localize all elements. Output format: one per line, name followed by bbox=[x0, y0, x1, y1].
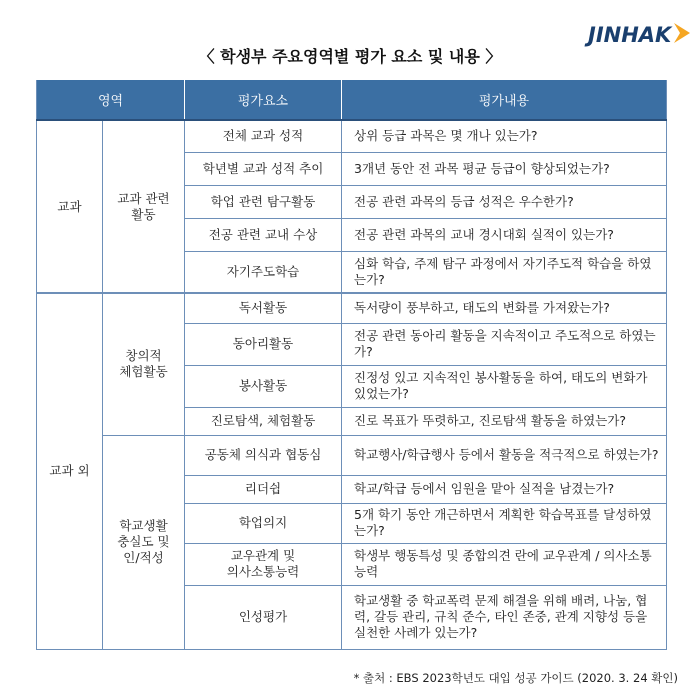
content-cell: 3개년 동안 전 과목 평균 등급이 향상되었는가? bbox=[342, 152, 667, 185]
element-cell: 학업 관련 탐구활동 bbox=[185, 185, 342, 218]
content-cell: 상위 등급 과목은 몇 개나 있는가? bbox=[342, 120, 667, 152]
logo-text: JINHAK bbox=[588, 23, 672, 47]
content-cell: 심화 학습, 주제 탐구 과정에서 자기주도적 학습을 하였는가? bbox=[342, 251, 667, 293]
content-cell: 전공 관련 과목의 교내 경시대회 실적이 있는가? bbox=[342, 218, 667, 251]
content-cell: 학교행사/학급행사 등에서 활동을 적극적으로 하였는가? bbox=[342, 435, 667, 475]
evaluation-table bbox=[36, 80, 667, 650]
content-cell: 학교/학급 등에서 임원을 맡아 실적을 남겼는가? bbox=[342, 475, 667, 503]
area-cell: 교과 외 bbox=[37, 293, 103, 649]
header-content: 평가내용 bbox=[342, 80, 667, 120]
page-title: 〈 학생부 주요영역별 평가 요소 및 내용 〉 bbox=[198, 47, 502, 66]
header-element: 평가요소 bbox=[185, 80, 342, 120]
content-cell: 진로 목표가 뚜렷하고, 진로탐색 활동을 하였는가? bbox=[342, 407, 667, 435]
subarea-cell: 창의적 체험활동 bbox=[103, 293, 185, 435]
content-cell: 학교생활 중 학교폭력 문제 해결을 위해 배려, 나눔, 협력, 갈등 관리, 규칙 준수, 타인 존중, 관계 지향성 등을 실천한 사례가 있는가? bbox=[342, 585, 667, 649]
area-cell: 교과 bbox=[37, 120, 103, 293]
table-row bbox=[37, 120, 667, 152]
table-row bbox=[37, 293, 667, 323]
element-cell: 공동체 의식과 협동심 bbox=[185, 435, 342, 475]
element-cell: 독서활동 bbox=[185, 293, 342, 323]
source-note: * 출처 : EBS 2023학년도 대입 성공 가이드 (2020. 3. 24 확인) bbox=[353, 671, 678, 685]
subarea-cell: 교과 관련 활동 bbox=[103, 120, 185, 293]
element-cell: 교우관계 및 의사소통능력 bbox=[185, 543, 342, 585]
element-cell: 동아리활동 bbox=[185, 323, 342, 365]
content-cell: 진정성 있고 지속적인 봉사활동을 하여, 태도의 변화가 있었는가? bbox=[342, 365, 667, 407]
content-cell: 독서량이 풍부하고, 태도의 변화를 가져왔는가? bbox=[342, 293, 667, 323]
element-cell: 전공 관련 교내 수상 bbox=[185, 218, 342, 251]
content-cell: 5개 학기 동안 개근하면서 계획한 학습목표를 달성하였는가? bbox=[342, 503, 667, 543]
element-cell: 인성평가 bbox=[185, 585, 342, 649]
header-area: 영역 bbox=[37, 80, 185, 120]
element-cell: 전체 교과 성적 bbox=[185, 120, 342, 152]
element-cell: 학업의지 bbox=[185, 503, 342, 543]
table-row bbox=[37, 435, 667, 475]
subarea-cell: 학교생활 충실도 및 인/적성 bbox=[103, 435, 185, 649]
table-header-row bbox=[37, 80, 667, 120]
content-cell: 전공 관련 동아리 활동을 지속적이고 주도적으로 하였는가? bbox=[342, 323, 667, 365]
element-cell: 학년별 교과 성적 추이 bbox=[185, 152, 342, 185]
element-cell: 리더쉽 bbox=[185, 475, 342, 503]
content-cell: 학생부 행동특성 및 종합의견 란에 교우관계 / 의사소통 능력 bbox=[342, 543, 667, 585]
element-cell: 진로탐색, 체험활동 bbox=[185, 407, 342, 435]
content-cell: 전공 관련 과목의 등급 성적은 우수한가? bbox=[342, 185, 667, 218]
element-cell: 자기주도학습 bbox=[185, 251, 342, 293]
element-cell: 봉사활동 bbox=[185, 365, 342, 407]
